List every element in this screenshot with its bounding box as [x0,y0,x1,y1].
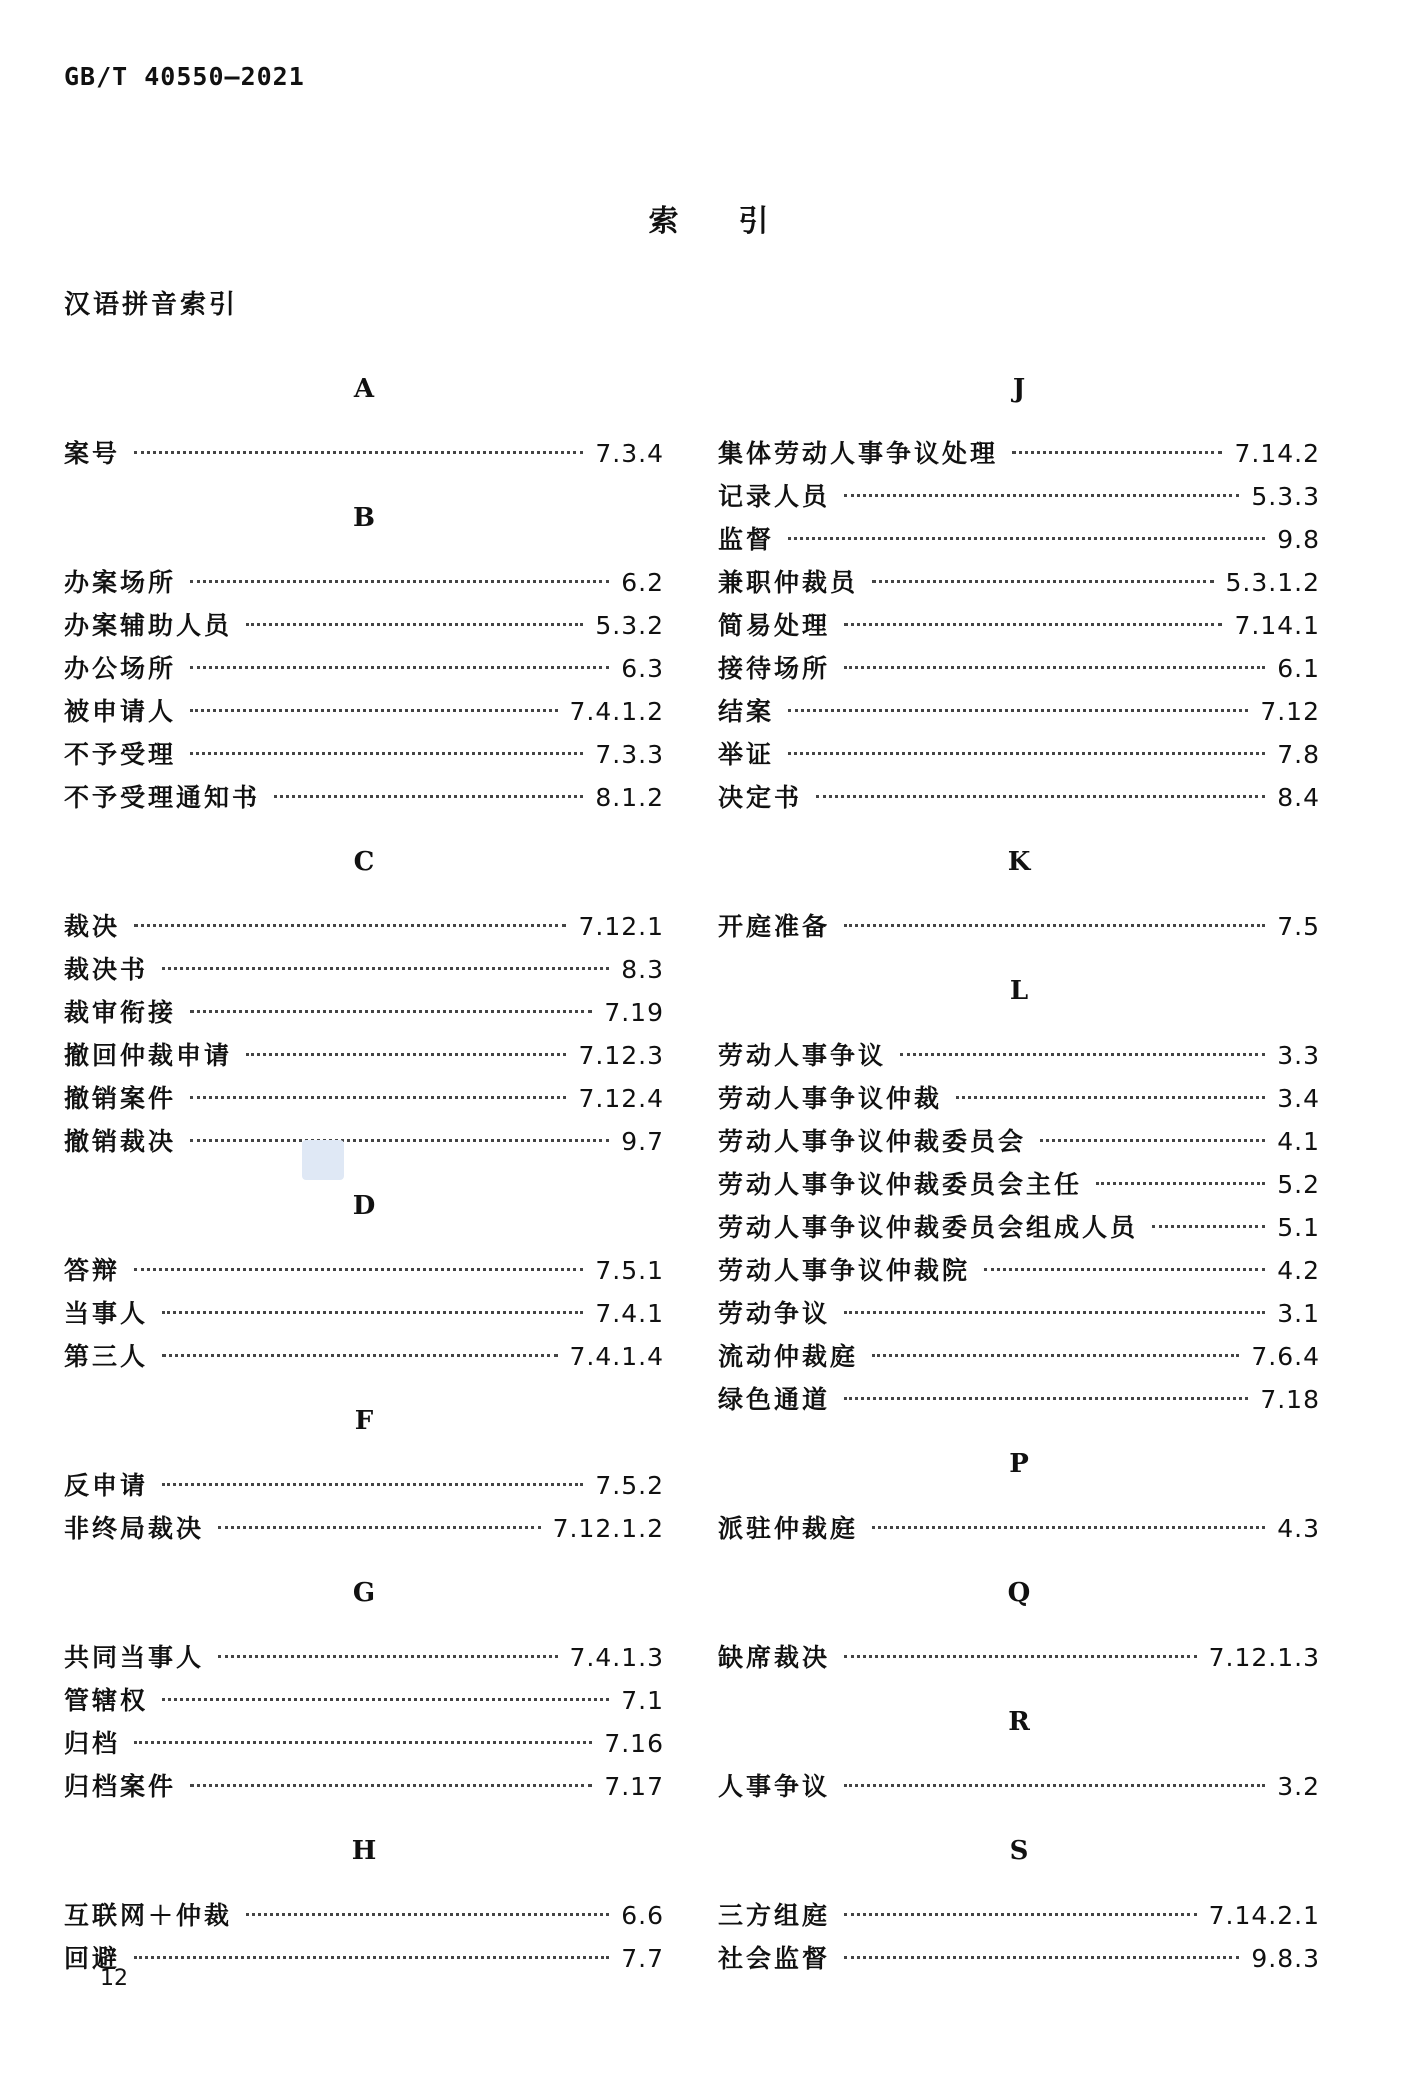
section-letter: S [1009,1836,1029,1866]
index-reference: 4.3 [1277,1514,1320,1543]
dot-leader [844,666,1265,669]
index-entry [64,1679,664,1722]
index-term: 办案辅助人员 [64,611,233,640]
index-entry [718,518,1320,561]
index-entry [718,1206,1320,1249]
index-reference: 3.4 [1277,1084,1320,1113]
index-reference: 7.19 [604,998,664,1027]
index-reference: 7.5.1 [595,1256,664,1285]
index-entry [718,1163,1320,1206]
index-entry [64,1894,664,1937]
index-entry [64,604,664,647]
index-reference: 5.2 [1277,1170,1320,1199]
dot-leader [134,451,583,454]
index-entry [718,733,1320,776]
index-reference: 5.3.3 [1251,482,1320,511]
section-letter: A [353,374,375,404]
index-entry [718,690,1320,733]
index-entry [718,1335,1320,1378]
index-entry [718,604,1320,647]
dot-leader [190,752,583,755]
index-term: 决定书 [718,783,803,812]
page-title: 索引 [648,204,829,239]
dot-leader [1152,1225,1265,1228]
dot-leader [162,967,609,970]
index-term: 派驻仲裁庭 [718,1514,859,1543]
index-entry [718,1765,1320,1808]
index-right-column [718,368,1320,2002]
dot-leader [218,1526,541,1529]
index-entry-list [64,905,664,1163]
index-reference: 7.14.2.1 [1208,1901,1320,1930]
index-reference: 7.12.3 [578,1041,664,1070]
index-reference: 7.5.2 [595,1471,664,1500]
index-term: 不予受理通知书 [64,783,261,812]
dot-leader [134,1956,609,1959]
dot-leader [162,1311,583,1314]
dot-leader [984,1268,1265,1271]
index-reference: 6.1 [1277,654,1320,683]
dot-leader [816,795,1265,798]
index-entry [64,1077,664,1120]
index-entry [64,1034,664,1077]
index-entry [718,905,1320,948]
dot-leader [844,1311,1265,1314]
index-entry [64,1765,664,1808]
index-reference: 5.3.1.2 [1225,568,1320,597]
dot-leader [872,580,1214,583]
section-letter: L [1009,976,1029,1006]
section-letter: J [1012,374,1026,404]
index-reference: 7.7 [621,1944,664,1973]
dot-leader [246,623,583,626]
section-letter: R [1008,1707,1030,1737]
index-entry [64,1722,664,1765]
index-reference: 7.14.2 [1234,439,1320,468]
index-term: 归档 [64,1729,121,1758]
dot-leader [162,1354,558,1357]
dot-leader [190,1139,609,1142]
dot-leader [162,1483,583,1486]
index-term: 社会监督 [718,1944,831,1973]
dot-leader [788,709,1248,712]
index-term: 答辩 [64,1256,121,1285]
index-term: 互联网＋仲裁 [64,1901,233,1930]
index-term: 劳动人事争议仲裁院 [718,1256,971,1285]
index-entry [64,1464,664,1507]
index-reference: 7.3.3 [595,740,664,769]
index-left-column [64,368,664,2002]
index-entry [64,1249,664,1292]
index-entry-list [718,905,1320,948]
dot-leader [872,1526,1265,1529]
index-entry [718,1120,1320,1163]
dot-leader [844,1956,1239,1959]
index-reference: 7.14.1 [1234,611,1320,640]
index-entry [718,1249,1320,1292]
index-term: 人事争议 [718,1772,831,1801]
index-reference: 7.16 [604,1729,664,1758]
index-reference: 7.12 [1260,697,1320,726]
dot-leader [218,1655,558,1658]
index-reference: 7.12.4 [578,1084,664,1113]
index-entry [718,1077,1320,1120]
dot-leader [246,1913,609,1916]
index-term: 撤回仲裁申请 [64,1041,233,1070]
dot-leader [1096,1182,1265,1185]
index-term: 管辖权 [64,1686,149,1715]
index-reference: 9.8 [1277,525,1320,554]
index-entry [718,1378,1320,1421]
index-reference: 7.8 [1277,740,1320,769]
dot-leader [844,494,1239,497]
index-term: 开庭准备 [718,912,831,941]
index-entry [718,1894,1320,1937]
dot-leader [900,1053,1265,1056]
index-term: 绿色通道 [718,1385,831,1414]
index-entry [64,948,664,991]
index-term: 办案场所 [64,568,177,597]
section-letter: C [353,847,375,877]
index-reference: 7.4.1.4 [569,1342,664,1371]
index-entry [64,561,664,604]
index-reference: 7.6.4 [1251,1342,1320,1371]
dot-leader [134,1268,583,1271]
dot-leader [190,1096,566,1099]
index-reference: 6.3 [621,654,664,683]
index-entry [718,647,1320,690]
index-entry-list [64,1464,664,1550]
index-term: 撤销案件 [64,1084,177,1113]
dot-leader [190,1010,592,1013]
index-entry [64,1507,664,1550]
index-term: 反申请 [64,1471,149,1500]
dot-leader [190,1784,592,1787]
dot-leader [956,1096,1265,1099]
section-letter: F [354,1406,374,1436]
index-entry [718,561,1320,604]
index-entry-list [718,1636,1320,1679]
index-term: 集体劳动人事争议处理 [718,439,999,468]
section-letter: H [351,1836,377,1866]
dot-leader [788,537,1265,540]
dot-leader [274,795,583,798]
index-entry-list [64,1636,664,1808]
index-entry [64,1937,664,1980]
dot-leader [1012,451,1222,454]
dot-leader [844,924,1265,927]
index-entry [718,1636,1320,1679]
index-entry [718,1937,1320,1980]
section-letter: B [353,503,375,533]
standard-number: GB/T 40550—2021 [64,62,305,91]
index-entry [718,1507,1320,1550]
index-entry-list [64,1249,664,1378]
index-term: 流动仲裁庭 [718,1342,859,1371]
index-reference: 7.17 [604,1772,664,1801]
index-reference: 7.4.1 [595,1299,664,1328]
section-letter: D [352,1191,376,1221]
index-entry [64,690,664,733]
index-entry [64,991,664,1034]
index-reference: 7.12.1.2 [552,1514,664,1543]
dot-leader [844,623,1222,626]
index-term: 裁决书 [64,955,149,984]
index-entry [64,1292,664,1335]
index-entry [64,1120,664,1163]
index-term: 案号 [64,439,121,468]
index-term: 简易处理 [718,611,831,640]
section-letter: P [1009,1449,1029,1479]
index-entry [64,776,664,819]
index-entry [718,432,1320,475]
index-term: 共同当事人 [64,1643,205,1672]
index-term: 非终局裁决 [64,1514,205,1543]
index-reference: 3.1 [1277,1299,1320,1328]
index-term: 劳动争议 [718,1299,831,1328]
index-reference: 8.1.2 [595,783,664,812]
index-entry-list [718,1507,1320,1550]
section-letter: Q [1007,1578,1031,1608]
dot-leader [190,709,558,712]
dot-leader [844,1397,1248,1400]
index-subtitle: 汉语拼音索引 [64,290,239,320]
index-entry [718,1292,1320,1335]
index-term: 第三人 [64,1342,149,1371]
index-entry [64,1335,664,1378]
index-term: 归档案件 [64,1772,177,1801]
dot-leader [844,1784,1265,1787]
index-term: 劳动人事争议 [718,1041,887,1070]
index-reference: 7.1 [621,1686,664,1715]
index-reference: 7.4.1.2 [569,697,664,726]
index-reference: 7.4.1.3 [569,1643,664,1672]
index-entry [718,475,1320,518]
index-term: 劳动人事争议仲裁委员会主任 [718,1170,1083,1199]
index-term: 三方组庭 [718,1901,831,1930]
index-reference: 7.3.4 [595,439,664,468]
index-entry [718,776,1320,819]
dot-leader [246,1053,566,1056]
index-entry [64,1636,664,1679]
dot-leader [190,666,609,669]
index-entry [64,733,664,776]
index-term: 回避 [64,1944,121,1973]
section-letter: K [1007,847,1031,877]
index-term: 结案 [718,697,775,726]
index-term: 缺席裁决 [718,1643,831,1672]
dot-leader [134,924,566,927]
index-reference: 7.12.1 [578,912,664,941]
index-reference: 3.2 [1277,1772,1320,1801]
index-term: 劳动人事争议仲裁委员会组成人员 [718,1213,1139,1242]
index-entry-list [718,432,1320,819]
index-term: 裁决 [64,912,121,941]
index-reference: 4.2 [1277,1256,1320,1285]
index-term: 劳动人事争议仲裁 [718,1084,943,1113]
index-reference: 5.1 [1277,1213,1320,1242]
dot-leader [1040,1139,1265,1142]
index-entry-list [718,1894,1320,1980]
index-reference: 9.8.3 [1251,1944,1320,1973]
index-entry-list [718,1765,1320,1808]
index-reference: 6.6 [621,1901,664,1930]
index-term: 裁审衔接 [64,998,177,1027]
index-reference: 8.3 [621,955,664,984]
index-reference: 4.1 [1277,1127,1320,1156]
index-reference: 7.18 [1260,1385,1320,1414]
dot-leader [162,1698,609,1701]
watermark-stamp [302,1140,344,1180]
index-term: 记录人员 [718,482,831,511]
index-reference: 8.4 [1277,783,1320,812]
index-reference: 7.12.1.3 [1208,1643,1320,1672]
index-reference: 3.3 [1277,1041,1320,1070]
index-reference: 6.2 [621,568,664,597]
dot-leader [134,1741,592,1744]
index-entry [718,1034,1320,1077]
index-entry [64,432,664,475]
index-entry-list [718,1034,1320,1421]
index-entry-list [64,432,664,475]
index-reference: 9.7 [621,1127,664,1156]
index-term: 兼职仲裁员 [718,568,859,597]
index-entry-list [64,561,664,819]
index-term: 劳动人事争议仲裁委员会 [718,1127,1027,1156]
index-term: 当事人 [64,1299,149,1328]
dot-leader [190,580,609,583]
dot-leader [872,1354,1239,1357]
dot-leader [844,1913,1197,1916]
index-term: 接待场所 [718,654,831,683]
page-number: 12 [100,1966,128,1991]
index-entry-list [64,1894,664,1980]
index-term: 撤销裁决 [64,1127,177,1156]
section-letter: G [352,1578,376,1608]
index-term: 办公场所 [64,654,177,683]
index-entry [64,647,664,690]
index-entry [64,905,664,948]
index-term: 监督 [718,525,775,554]
dot-leader [844,1655,1197,1658]
index-reference: 7.5 [1277,912,1320,941]
index-term: 不予受理 [64,740,177,769]
index-term: 举证 [718,740,775,769]
dot-leader [788,752,1265,755]
index-term: 被申请人 [64,697,177,726]
index-reference: 5.3.2 [595,611,664,640]
